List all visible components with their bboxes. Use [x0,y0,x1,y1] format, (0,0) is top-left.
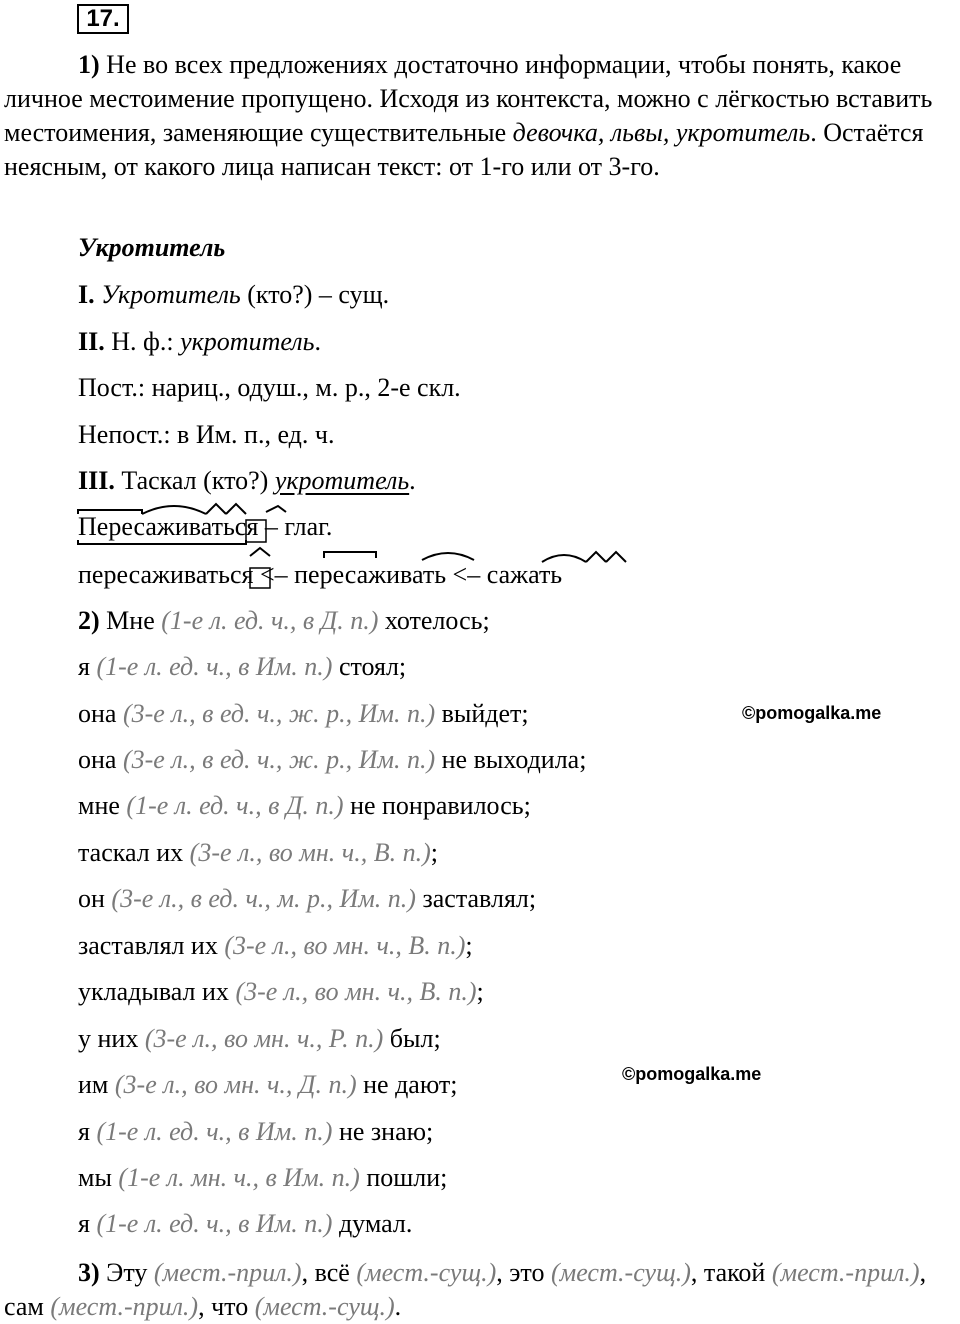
pronoun-line [78,930,473,962]
analysis-line-5 [78,465,416,497]
analysis-heading: Укротитель [78,233,226,262]
pronoun-line [78,1208,412,1240]
line-text: , всё [301,1258,357,1287]
part3-paragraph [4,1256,954,1324]
pronoun-line [78,1069,458,1101]
grammar-note: (мест.-сущ.) [550,1258,691,1287]
part-number: 3) [78,1258,100,1287]
line-text: выйдет; [435,699,529,728]
grammar-note: (3-е л., в ед. ч., ж. р., Им. п.) [122,699,436,728]
line-text: был; [383,1024,441,1053]
line-text: Эту [99,1258,154,1287]
line-text: мне [78,791,127,820]
roman-numeral: I. [78,280,95,309]
grammar-note: (1-е л. ед. ч., в Им. п.) [96,1209,333,1238]
analysis-line-1 [78,279,389,311]
line-text: я [78,1117,97,1146]
intro-text: Не во всех предложениях достаточно информации, чтобы понять, какое личное местоимение пропущено. Исходя из контекста, можно с лёгкостью вставить местоимения, заменяющие существительные [4,50,933,147]
analysis-line-4: Непост.: в Им. п., ед. ч. [78,420,335,449]
grammar-note: (3-е л., в ед. ч., ж. р., Им. п.) [122,745,436,774]
line-text: думал. [332,1209,413,1238]
line-text: . [394,1292,402,1321]
grammar-note: (3-е л., во мн. ч., В. п.) [224,931,466,960]
line-text: ; [430,838,438,867]
arrow-text: <– [446,560,487,589]
morpheme-marks-1 [74,500,294,546]
line-text: у них [78,1024,145,1053]
line-text: таскал их [78,838,190,867]
pronoun-line [78,837,438,869]
analysis-text: . [409,466,416,495]
line-text: не выходила; [435,745,587,774]
grammar-note: (1-е л. ед. ч., в Д. п.) [126,791,344,820]
line-text: , сам [4,1258,927,1321]
line-text: укладывал их [78,977,236,1006]
line-text: хотелось; [378,606,490,635]
line-text: стоял; [332,652,407,681]
grammar-note: (мест.-прил.) [50,1292,199,1321]
line-text: , такой [690,1258,772,1287]
intro-text-end: . Остаётся неясным, от какого лица написан текст: от 1-го или от 3-го. [4,118,924,181]
part-number: 2) [78,606,100,635]
grammar-note: (1-е л. ед. ч., в Д. п.) [161,606,379,635]
line-text: ; [465,931,473,960]
grammar-note: (3-е л., в ед. ч., м. р., Им. п.) [111,884,416,913]
line-text: им [78,1070,115,1099]
watermark: ©pomogalka.me [742,703,882,723]
line-text: мы [78,1163,119,1192]
morpheme-word: пересаживать [294,560,447,589]
line-text: я [78,652,97,681]
line-text: я [78,1209,97,1238]
analysis-text: . [314,327,321,356]
watermark: ©pomogalka.me [622,1064,762,1084]
pronoun-line [78,1116,433,1148]
grammar-note: (мест.-прил.) [771,1258,920,1287]
grammar-note: (3-е л., во мн. ч., В. п.) [235,977,477,1006]
analysis-word: укротитель [180,327,315,356]
grammar-note: (мест.-сущ.) [254,1292,395,1321]
line-text: он [78,884,112,913]
line-text: она [78,745,123,774]
analysis-text: Н. ф.: [104,327,181,356]
pronoun-line [78,698,529,730]
grammar-note: (3-е л., во мн. ч., Р. п.) [144,1024,384,1053]
morpheme-word: сажать [486,560,563,589]
line-text: Мне [99,606,162,635]
line-text: ; [476,977,484,1006]
grammar-note: (3-е л., во мн. ч., В. п.) [189,838,431,867]
line-text: она [78,699,123,728]
line-text: не знаю; [332,1117,434,1146]
pronoun-line [78,651,406,683]
pronoun-line [78,744,586,776]
roman-numeral: II. [78,327,105,356]
grammar-note: (1-е л. ед. ч., в Им. п.) [96,652,333,681]
pronoun-line [78,790,531,822]
grammar-note: (3-е л., во мн. ч., Д. п.) [114,1070,357,1099]
part-number: 1) [78,50,100,79]
analysis-line-2 [78,326,321,358]
intro-italic-words: девочка, львы, укротитель [512,118,811,147]
line-text: пошли; [359,1163,448,1192]
analysis-text: (кто?) – сущ. [240,280,390,309]
analysis-line-3: Пост.: нариц., одуш., м. р., 2-е скл. [78,373,461,402]
pronoun-line [78,976,484,1008]
pronoun-line [78,605,490,637]
analysis-text: Таскал (кто?) [114,466,275,495]
grammar-note: (мест.-прил.) [153,1258,302,1287]
arrow-text: <– [253,560,295,589]
morpheme-word: Пересаживаться [78,512,259,541]
morpheme-word: пересаживаться [78,560,254,589]
line-text: , что [198,1292,255,1321]
line-text: не понравилось; [343,791,531,820]
morpheme-text: – глаг. [258,512,333,541]
pronoun-line [78,1162,447,1194]
roman-numeral: III. [78,466,115,495]
line-text: заставлял их [78,931,225,960]
intro-paragraph [4,48,944,184]
line-text: не дают; [356,1070,458,1099]
grammar-note: (1-е л. ед. ч., в Им. п.) [96,1117,333,1146]
pronoun-line [78,1023,441,1055]
morpheme-marks-2 [74,548,634,594]
underlined-subject: укротитель [274,466,410,495]
grammar-note: (мест.-сущ.) [356,1258,497,1287]
grammar-note: (1-е л. мн. ч., в Им. п.) [118,1163,360,1192]
analysis-word: Укротитель [101,280,241,309]
exercise-number: 17. [77,4,129,34]
line-text: заставлял; [415,884,537,913]
pronoun-line [78,883,536,915]
line-text: , это [496,1258,551,1287]
